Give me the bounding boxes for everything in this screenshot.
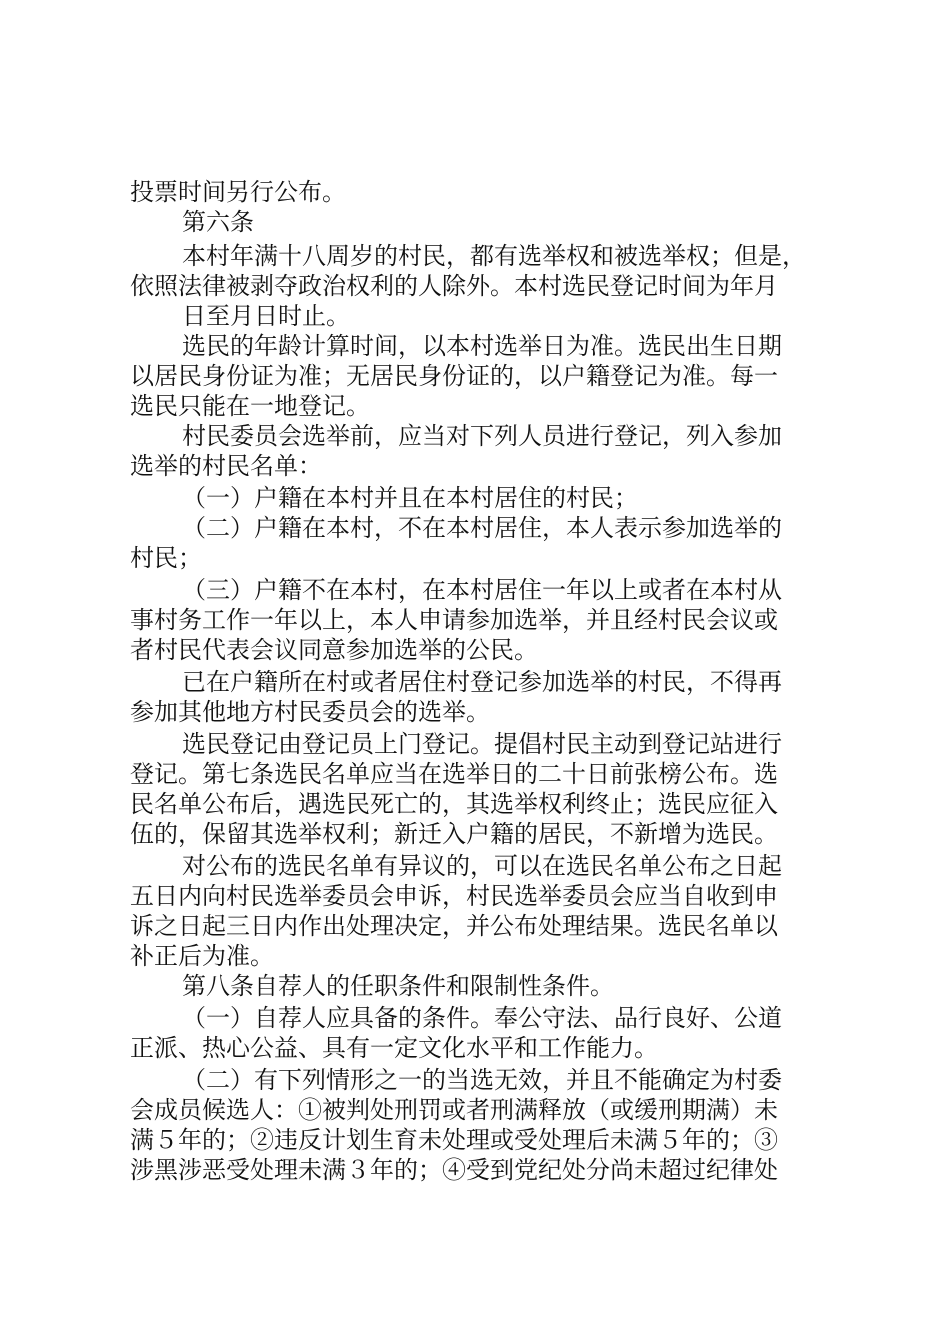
text-line-2: 第六条: [182, 208, 254, 236]
text-line-33: 涉黑涉恶受处理未满３年的；④受到党纪处分尚未超过纪律处: [130, 1156, 778, 1184]
text-line-16: 者村民代表会议同意参加选举的公民。: [130, 636, 538, 664]
text-line-13: 村民；: [130, 544, 202, 572]
text-line-23: 对公布的选民名单有异议的，可以在选民名单公布之日起: [182, 852, 782, 880]
text-line-7: 以居民身份证为准；无居民身份证的，以户籍登记为准。每一: [130, 362, 778, 390]
text-line-15: 事村务工作一年以上，本人申请参加选举，并且经村民会议或: [130, 606, 778, 634]
text-line-20: 登记。第七条选民名单应当在选举日的二十日前张榜公布。选: [130, 760, 778, 788]
text-line-1: 投票时间另行公布。: [130, 178, 346, 206]
text-line-26: 补正后为准。: [130, 942, 274, 970]
text-line-6: 选民的年龄计算时间，以本村选举日为准。选民出生日期: [182, 332, 782, 360]
text-line-4: 依照法律被剥夺政治权利的人除外。本村选民登记时间为年月: [130, 272, 778, 300]
text-line-19: 选民登记由登记员上门登记。提倡村民主动到登记站进行: [182, 730, 782, 758]
text-line-5: 日至月日时止。: [182, 302, 350, 330]
text-line-9: 村民委员会选举前，应当对下列人员进行登记，列入参加: [182, 422, 782, 450]
text-line-24: 五日内向村民选举委员会申诉，村民选举委员会应当自收到申: [130, 882, 778, 910]
text-line-14: （三）户籍不在本村，在本村居住一年以上或者在本村从: [182, 576, 782, 604]
text-line-27: 第八条自荐人的任职条件和限制性条件。: [182, 972, 614, 1000]
text-line-29: 正派、热心公益、具有一定文化水平和工作能力。: [130, 1034, 658, 1062]
text-line-25: 诉之日起三日内作出处理决定，并公布处理结果。选民名单以: [130, 912, 778, 940]
text-line-17: 已在户籍所在村或者居住村登记参加选举的村民，不得再: [182, 668, 782, 696]
text-line-28: （一）自荐人应具备的条件。奉公守法、品行良好、公道: [182, 1004, 782, 1032]
text-line-3: 本村年满十八周岁的村民，都有选举权和被选举权；但是，: [182, 242, 806, 270]
text-line-22: 伍的，保留其选举权利；新迁入户籍的居民，不新增为选民。: [130, 820, 778, 848]
text-line-21: 民名单公布后，遇选民死亡的，其选举权利终止；选民应征入: [130, 790, 778, 818]
text-line-8: 选民只能在一地登记。: [130, 392, 370, 420]
text-line-12: （二）户籍在本村，不在本村居住，本人表示参加选举的: [182, 514, 782, 542]
text-line-11: （一）户籍在本村并且在本村居住的村民；: [182, 484, 638, 512]
text-line-32: 满５年的；②违反计划生育未处理或受处理后未满５年的；③: [130, 1126, 778, 1154]
text-line-18: 参加其他地方村民委员会的选举。: [130, 698, 490, 726]
text-line-30: （二）有下列情形之一的当选无效，并且不能确定为村委: [182, 1066, 782, 1094]
text-line-10: 选举的村民名单：: [130, 452, 322, 480]
text-line-31: 会成员候选人：①被判处刑罚或者刑满释放（或缓刑期满）未: [130, 1096, 778, 1124]
